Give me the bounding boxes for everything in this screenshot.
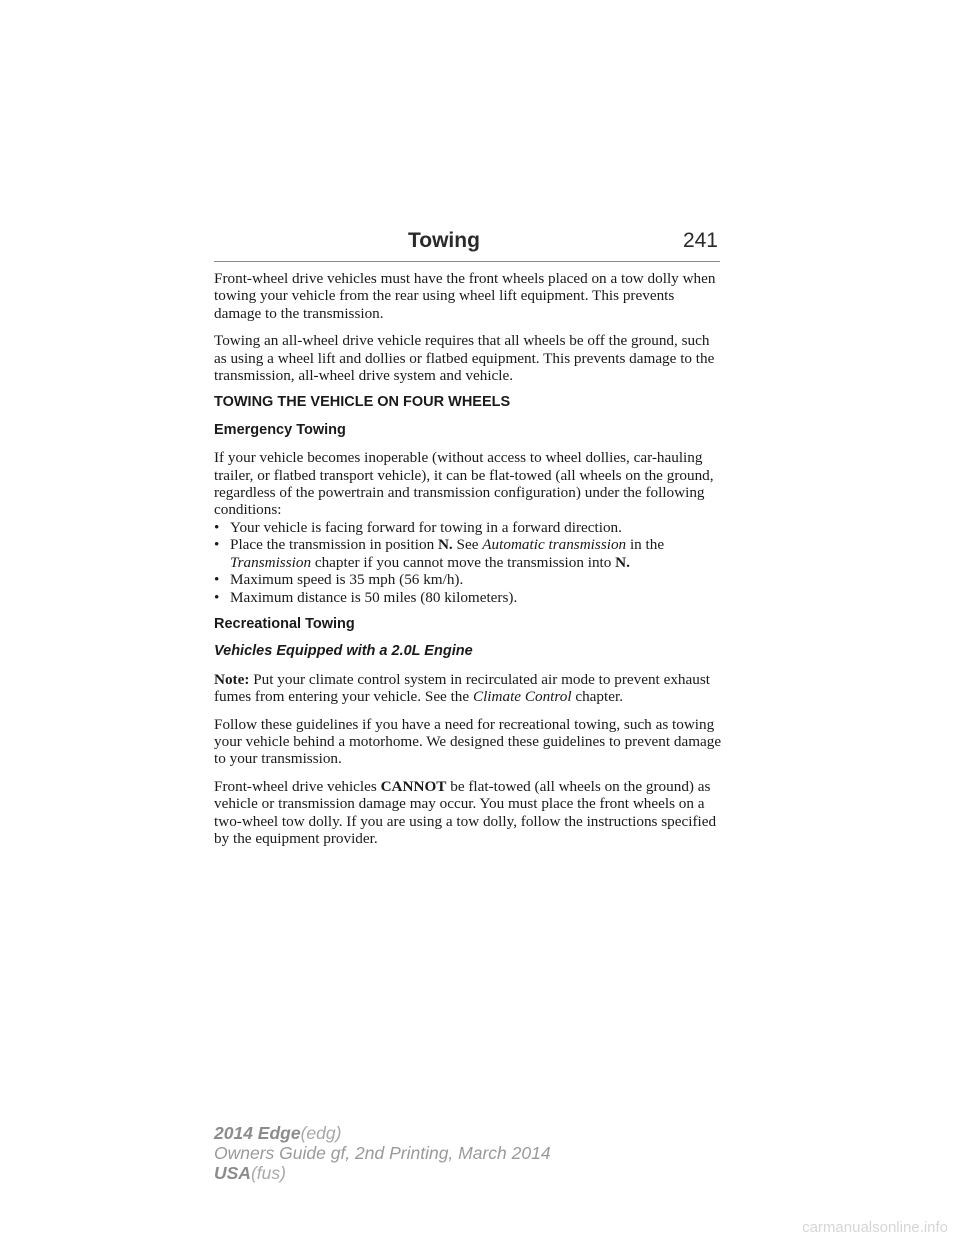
page-content [214, 270, 724, 857]
climate-control-ref: Climate Control [472, 688, 572, 706]
bullet: • [214, 518, 220, 536]
list-item [214, 571, 724, 588]
bullet: • [214, 588, 220, 606]
list-item [214, 519, 724, 536]
watermark: carmanualsonline.info [802, 1219, 948, 1236]
section-heading: TOWING THE VEHICLE ON FOUR WHEELS [214, 394, 511, 411]
list-item-text: Maximum distance is 50 miles (80 kilometers). [230, 588, 518, 606]
list-item [214, 589, 724, 606]
bullet: • [214, 536, 220, 554]
cannot-emphasis: CANNOT [380, 777, 447, 795]
footer-guide-line: Owners Guide gf, 2nd Printing, March 2014 [214, 1143, 551, 1163]
list-item [214, 536, 724, 571]
cannot-flat-tow-paragraph: Front-wheel drive vehicles CANNOT be flat-towed (all wheels on the ground) as vehicle or transmission damage may occur. You must place the front wheels on a two-wheel tow dolly. If you are using a tow dolly, follow the instructions specified by the equipment provider. [214, 777, 717, 847]
emergency-towing-heading: Emergency Towing [214, 421, 346, 438]
page-header [214, 227, 720, 262]
transmission-chapter-ref: Transmission [230, 553, 312, 571]
paragraph-all-wheel-drive: Towing an all-wheel drive vehicle requires that all wheels be off the ground, such as using a wheel lift and dollies or flatbed equipment. This prevents damage to the transmission, all-wheel drive system and vehicle. [214, 332, 715, 385]
recreational-towing-heading: Recreational Towing [214, 615, 355, 632]
list-item-text: Maximum speed is 35 mph (56 km/h). [230, 571, 464, 589]
list-item-text: Place the transmission in position N. See Automatic transmission in the Transmission chapter if you cannot move the transmission into N. [230, 536, 665, 571]
bullet: • [214, 571, 220, 589]
chapter-title: Towing [408, 229, 480, 252]
automatic-transmission-ref: Automatic transmission [482, 536, 627, 554]
footer-market-line: USA(fus) [214, 1163, 286, 1183]
emergency-towing-intro: If your vehicle becomes inoperable (without access to wheel dollies, car-hauling trailer, or flatbed transport vehicle), it can be flat-towed (all wheels on the ground, regardless of the powertrain and transmission configuration) under the following conditions: [214, 449, 714, 519]
engine-subheading: Vehicles Equipped with a 2.0L Engine [214, 643, 473, 660]
position-n: N. [437, 536, 453, 554]
footer-model-line: 2014 Edge(edg) [214, 1123, 342, 1143]
page-number: 241 [682, 229, 718, 252]
position-n: N. [615, 553, 630, 571]
conditions-list [214, 519, 724, 606]
paragraph-front-wheel-drive: Front-wheel drive vehicles must have the front wheels placed on a tow dolly when towing your vehicle from the rear using wheel lift equipment. This prevents damage to the transmission. [214, 270, 716, 322]
note-paragraph: Note: Put your climate control system in recirculated air mode to prevent exhaust fumes from entering your vehicle. See the Climate Control chapter. [214, 670, 710, 706]
guidelines-paragraph: Follow these guidelines if you have a need for recreational towing, such as towing your vehicle behind a motorhome. We designed these guidelines to prevent damage to your transmission. [214, 715, 722, 768]
note-label: Note: [214, 670, 250, 688]
list-item-text: Your vehicle is facing forward for towing in a forward direction. [230, 518, 622, 536]
page-footer [214, 1123, 551, 1183]
